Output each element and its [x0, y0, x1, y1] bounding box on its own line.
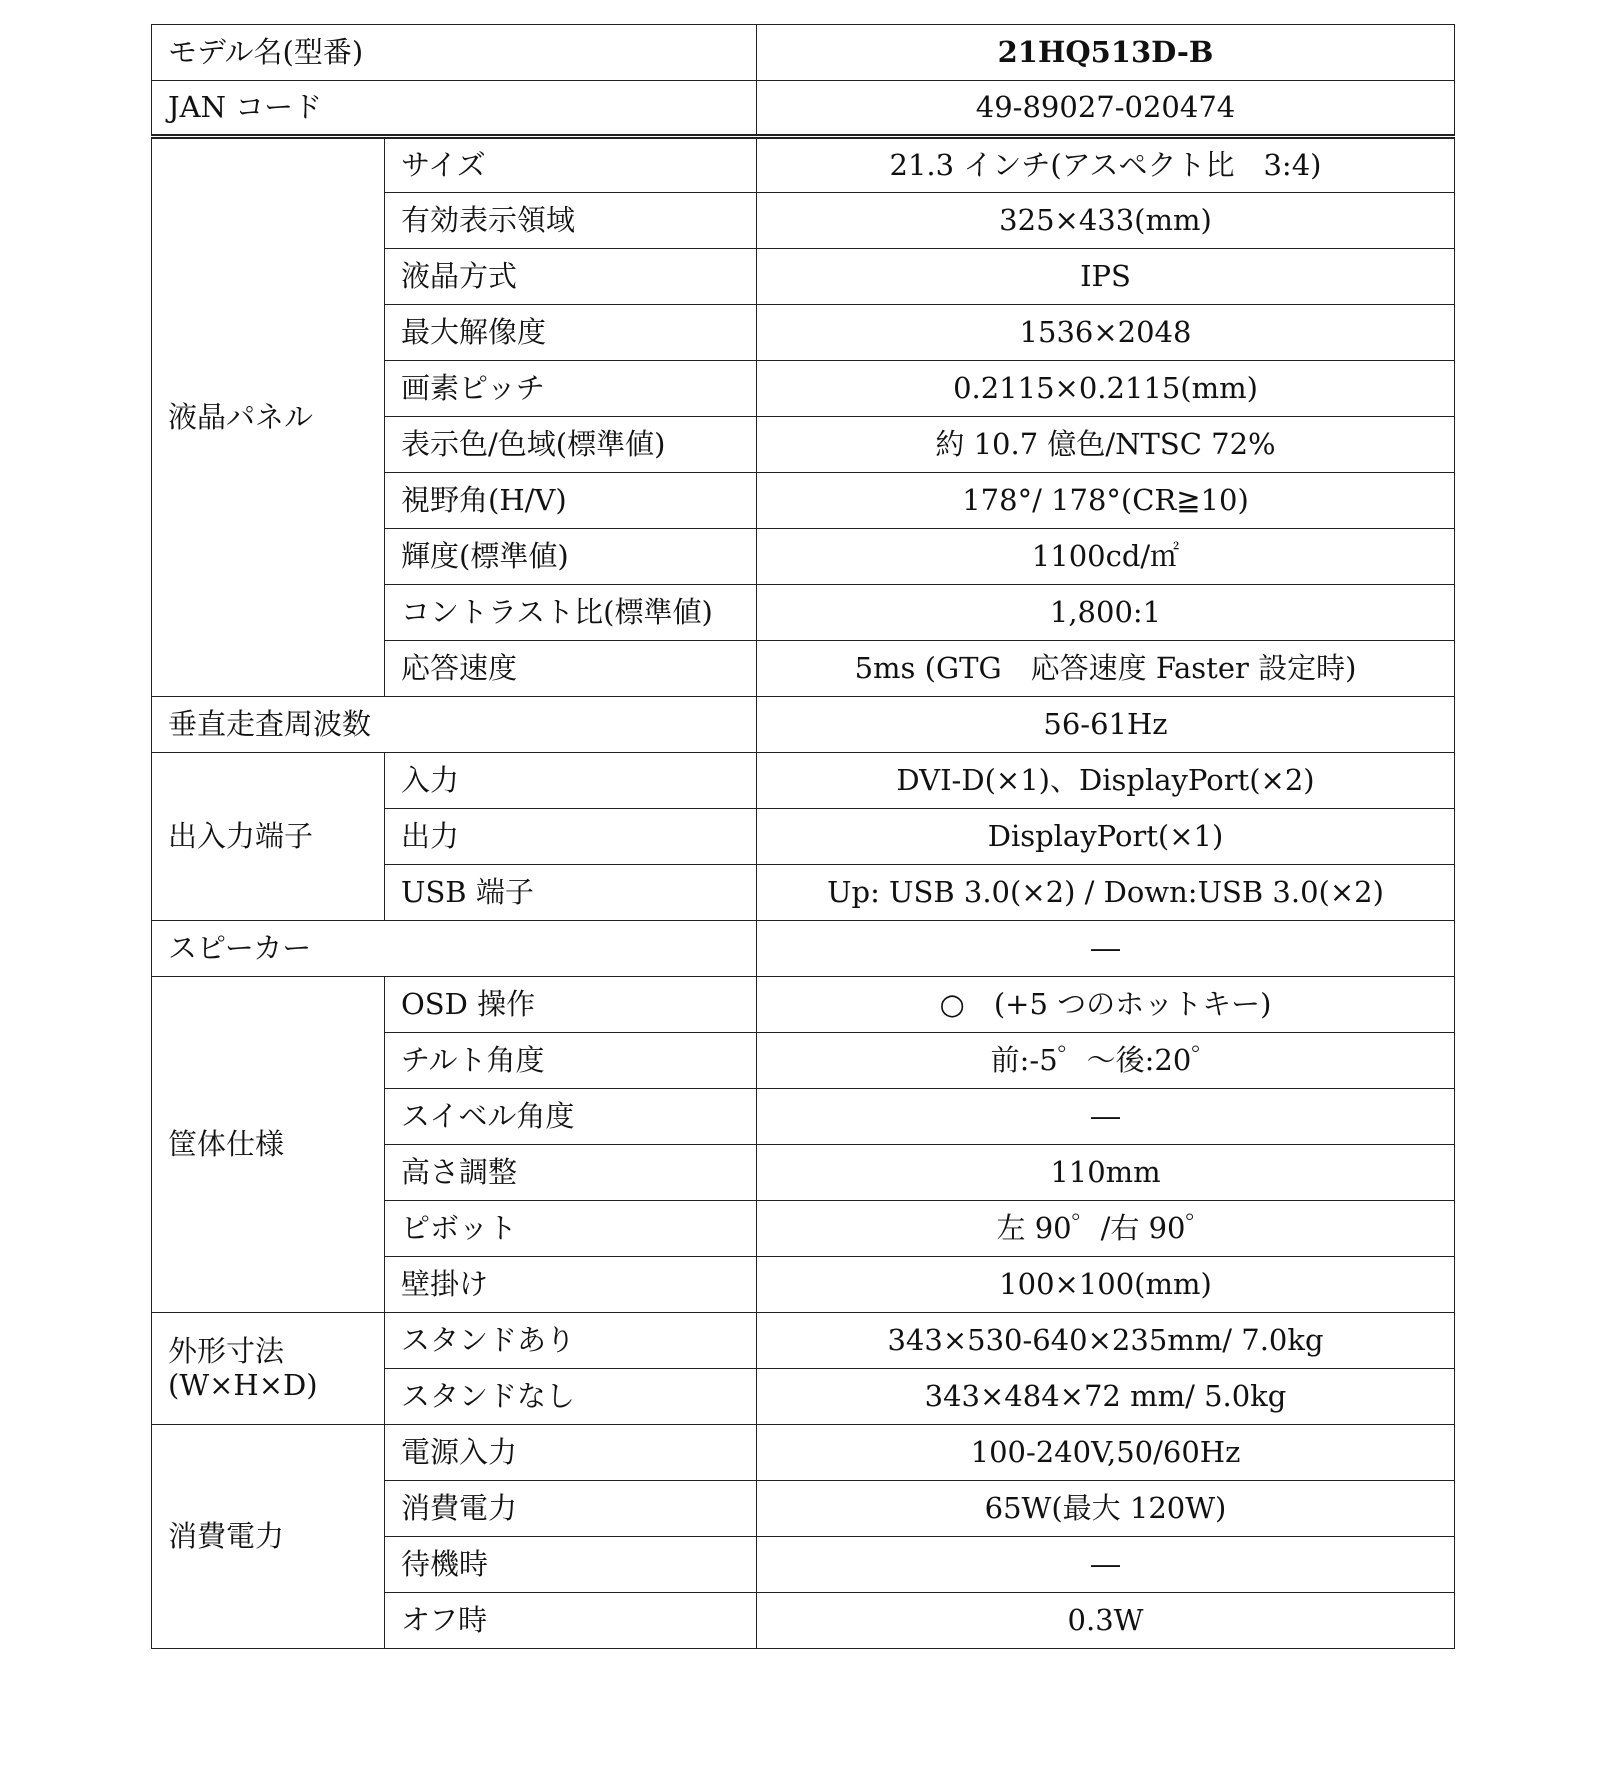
- row-value: 前:-5゜～後:20゜: [757, 1033, 1455, 1089]
- row-value: Up: USB 3.0(×2) / Down:USB 3.0(×2): [757, 865, 1455, 921]
- row-value: IPS: [757, 249, 1455, 305]
- row-label: 最大解像度: [385, 305, 757, 361]
- row-label: 視野角(H/V): [385, 473, 757, 529]
- row-value: 110mm: [757, 1145, 1455, 1201]
- row-value: 100×100(mm): [757, 1257, 1455, 1313]
- table-row: [152, 1313, 1455, 1369]
- row-label: USB 端子: [385, 865, 757, 921]
- speaker-value: ―: [757, 921, 1455, 977]
- row-label: 消費電力: [385, 1481, 757, 1537]
- row-label: 輝度(標準値): [385, 529, 757, 585]
- row-label: 出力: [385, 809, 757, 865]
- dims-group-line2: (W×H×D): [168, 1367, 318, 1402]
- jan-row: [152, 81, 1455, 137]
- row-value: 0.2115×0.2115(mm): [757, 361, 1455, 417]
- row-value: ―: [757, 1537, 1455, 1593]
- dims-group-line1: 外形寸法: [168, 1334, 285, 1369]
- row-label: OSD 操作: [385, 977, 757, 1033]
- chassis-group-label: 筐体仕様: [152, 977, 385, 1313]
- model-row: [152, 25, 1455, 81]
- speaker-row: [152, 921, 1455, 977]
- row-value: 1,800:1: [757, 585, 1455, 641]
- row-value: 21.3 インチ(アスペクト比 3:4): [757, 137, 1455, 193]
- row-label: 表示色/色域(標準値): [385, 417, 757, 473]
- dims-group-label: [152, 1313, 385, 1425]
- table-row: [152, 753, 1455, 809]
- row-value: 343×484×72 mm/ 5.0kg: [757, 1369, 1455, 1425]
- row-value: 0.3W: [757, 1593, 1455, 1649]
- row-value: 100-240V,50/60Hz: [757, 1425, 1455, 1481]
- row-label: スタンドなし: [385, 1369, 757, 1425]
- row-value: DisplayPort(×1): [757, 809, 1455, 865]
- model-label: モデル名(型番): [152, 25, 757, 81]
- row-value: 5ms (GTG 応答速度 Faster 設定時): [757, 641, 1455, 697]
- row-value: ○ (+5 つのホットキー): [757, 977, 1455, 1033]
- row-label: 壁掛け: [385, 1257, 757, 1313]
- speaker-label: スピーカー: [152, 921, 757, 977]
- row-label: 高さ調整: [385, 1145, 757, 1201]
- row-label: 有効表示領域: [385, 193, 757, 249]
- vfreq-row: [152, 697, 1455, 753]
- vfreq-value: 56-61Hz: [757, 697, 1455, 753]
- model-value: 21HQ513D-B: [757, 25, 1455, 81]
- row-label: 電源入力: [385, 1425, 757, 1481]
- row-label: スイベル角度: [385, 1089, 757, 1145]
- row-value: 約 10.7 億色/NTSC 72%: [757, 417, 1455, 473]
- row-label: ピボット: [385, 1201, 757, 1257]
- jan-value: 49-89027-020474: [757, 81, 1455, 137]
- vfreq-label: 垂直走査周波数: [152, 697, 757, 753]
- row-label: 待機時: [385, 1537, 757, 1593]
- row-label: 液晶方式: [385, 249, 757, 305]
- row-label: オフ時: [385, 1593, 757, 1649]
- power-group-label: 消費電力: [152, 1425, 385, 1649]
- row-value: ―: [757, 1089, 1455, 1145]
- panel-group-label: 液晶パネル: [152, 137, 385, 697]
- spec-table: [151, 24, 1455, 1649]
- row-value: 343×530-640×235mm/ 7.0kg: [757, 1313, 1455, 1369]
- table-row: [152, 137, 1455, 193]
- row-value: 左 90゜/右 90゜: [757, 1201, 1455, 1257]
- row-label: 応答速度: [385, 641, 757, 697]
- row-label: スタンドあり: [385, 1313, 757, 1369]
- table-row: [152, 977, 1455, 1033]
- io-group-label: 出入力端子: [152, 753, 385, 921]
- row-label: チルト角度: [385, 1033, 757, 1089]
- row-value: 325×433(mm): [757, 193, 1455, 249]
- row-value: DVI-D(×1)、DisplayPort(×2): [757, 753, 1455, 809]
- jan-label: JAN コード: [152, 81, 757, 137]
- row-label: 画素ピッチ: [385, 361, 757, 417]
- row-value: 1100cd/㎡: [757, 529, 1455, 585]
- table-row: [152, 1425, 1455, 1481]
- row-label: サイズ: [385, 137, 757, 193]
- row-value: 178°/ 178°(CR≧10): [757, 473, 1455, 529]
- row-label: 入力: [385, 753, 757, 809]
- row-value: 65W(最大 120W): [757, 1481, 1455, 1537]
- row-value: 1536×2048: [757, 305, 1455, 361]
- row-label: コントラスト比(標準値): [385, 585, 757, 641]
